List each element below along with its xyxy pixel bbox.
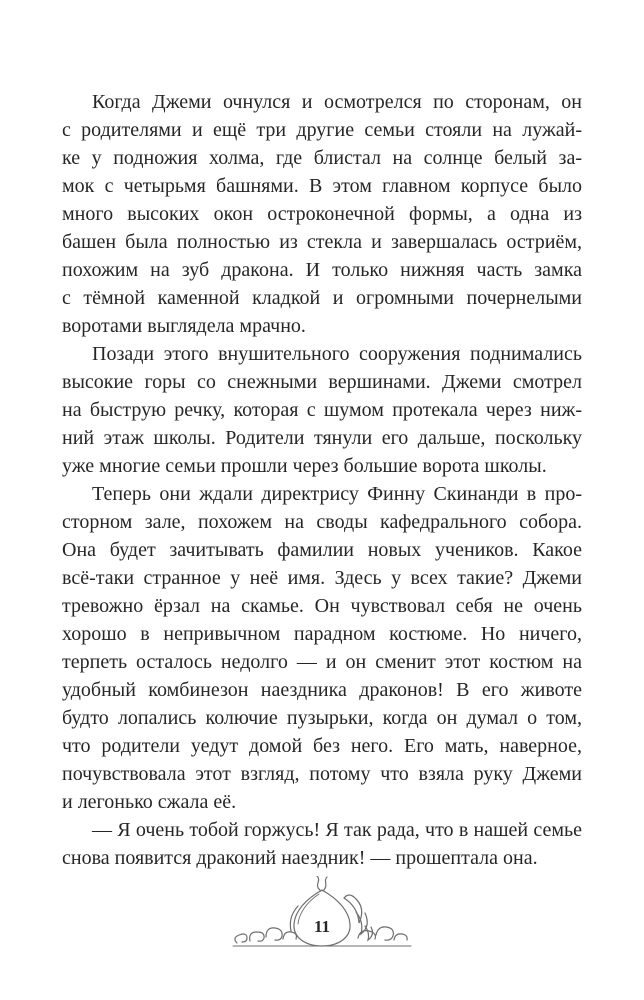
- text-line: терпеть осталось недолго — и он сменит этот костюм на: [62, 651, 582, 673]
- text-line: хорошо в непривычном парадном костюме. Но ничего,: [62, 623, 582, 645]
- text-line: уже многие семьи прошли через большие ворота школы.: [62, 455, 547, 477]
- page-number: 11: [313, 917, 331, 936]
- text-line: на быструю речку, которая с шумом протекала через ниж-: [62, 399, 582, 421]
- text-line: всё-таки странное у неё имя. Здесь у всех такие? Джеми: [62, 567, 582, 589]
- text-line: ке у подножия холма, где блистал на солнце белый за-: [62, 147, 582, 169]
- text-line: тревожно ёрзал на скамье. Он чувствовал себя не очень: [62, 595, 582, 617]
- text-line: — Я очень тобой горжусь! Я так рада, что в нашей семье: [92, 819, 582, 841]
- paragraph: [62, 480, 582, 816]
- paragraph: [62, 88, 582, 340]
- text-line: ний этаж школы. Родители тянули его дальше, поскольку: [62, 427, 582, 449]
- text-line: похожим на зуб дракона. И только нижняя часть замка: [62, 259, 582, 281]
- text-line: с родителями и ещё три другие семьи стояли на лужай-: [62, 119, 582, 141]
- text-line: Позади этого внушительного сооружения поднимались: [92, 343, 582, 365]
- text-line: воротами выглядела мрачно.: [62, 315, 306, 337]
- text-line: Она будет зачитывать фамилии новых учеников. Какое: [62, 539, 582, 561]
- text-line: что родители уедут домой без него. Его мать, наверное,: [62, 735, 582, 757]
- text-line: снова появится драконий наездник! — прошептала она.: [62, 847, 538, 869]
- footer-ornament-block: [227, 876, 417, 954]
- text-line: будто лопались колючие пузырьки, когда он думал о том,: [62, 707, 582, 729]
- text-line: мок с четырьмя башнями. В этом главном корпусе было: [62, 175, 582, 197]
- text-line: почувствовала этот взгляд, потому что взяла руку Джеми: [62, 763, 582, 785]
- text-line: много высоких окон остроконечной формы, а одна из: [62, 203, 582, 225]
- text-line: Когда Джеми очнулся и осмотрелся по сторонам, он: [92, 91, 582, 113]
- paragraph: [62, 340, 582, 480]
- paragraph: [62, 816, 582, 872]
- text-line: Теперь они ждали директрису Финну Скинанди в про-: [92, 483, 582, 505]
- text-line: с тёмной каменной кладкой и огромными почернелыми: [62, 287, 582, 309]
- text-line: высокие горы со снежными вершинами. Джеми смотрел: [62, 371, 582, 393]
- body-text: [62, 88, 582, 872]
- flame-smoke-ornament: [227, 876, 417, 954]
- page-footer: [0, 876, 644, 966]
- text-line: башен была полностью из стекла и завершалась остриём,: [62, 231, 582, 253]
- text-line: сторном зале, похожем на своды кафедрального собора.: [62, 511, 582, 533]
- text-line: и легонько сжала её.: [62, 791, 237, 813]
- text-line: удобный комбинезон наездника драконов! В его животе: [62, 679, 582, 701]
